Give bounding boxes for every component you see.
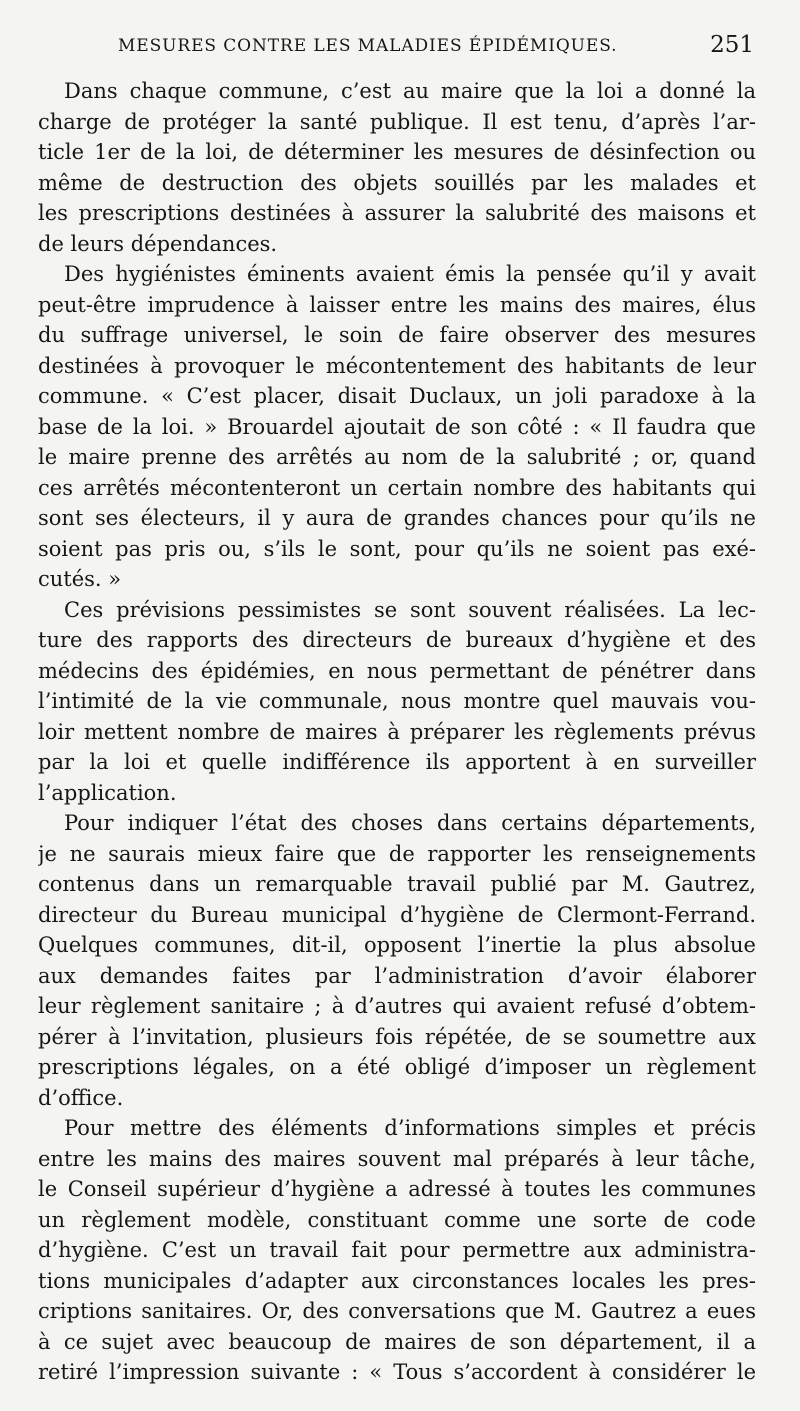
- text-line: sont ses électeurs, il y aura de grandes chances pour qu’ils ne: [38, 506, 756, 530]
- text-line: criptions sanitaires. Or, des conversations que M. Gautrez a eues: [38, 1299, 756, 1323]
- text-line: même de destruction des objets souillés par les malades et: [38, 170, 756, 195]
- text-line: ture des rapports des directeurs de bureaux d’hygiène et des: [38, 628, 756, 652]
- text-line: médecins des épidémies, en nous permettant de pénétrer dans: [38, 658, 756, 683]
- text-line: d’office.: [38, 1085, 124, 1110]
- text-line: directeur du Bureau municipal d’hygiène de Clermont-Ferrand.: [38, 902, 756, 927]
- text-line: Pour indiquer l’état des choses dans certains départements,: [64, 811, 756, 835]
- text-line: l’application.: [38, 780, 177, 805]
- text-line: ces arrêtés mécontenteront un certain nombre des habitants qui: [38, 475, 756, 500]
- text-line: je ne saurais mieux faire que de rapporter les renseignements: [38, 841, 756, 866]
- text-line: contenus dans un remarquable travail publié par M. Gautrez,: [38, 872, 756, 896]
- page-header: [38, 32, 756, 68]
- text-line: Pour mettre des éléments d’informations simples et précis: [64, 1116, 756, 1140]
- text-line: charge de protéger la santé publique. Il est tenu, d’après l’ar-: [38, 109, 756, 134]
- text-line: tions municipales d’adapter aux circonstances locales les pres-: [38, 1268, 756, 1293]
- text-line: par la loi et quelle indifférence ils apportent à en surveiller: [38, 750, 756, 774]
- paragraph: [38, 259, 756, 595]
- text-line: base de la loi. » Brouardel ajoutait de son côté : « Il faudra que: [38, 414, 756, 439]
- text-line: peut-être imprudence à laisser entre les mains des maires, élus: [38, 292, 756, 317]
- text-line: prescriptions légales, on a été obligé d’imposer un règlement: [38, 1055, 756, 1079]
- paragraph: [38, 595, 756, 809]
- paragraph: [38, 76, 756, 259]
- text-line: pérer à l’invitation, plusieurs fois répétée, de se soumettre aux: [38, 1024, 756, 1049]
- text-line: le maire prenne des arrêtés au nom de la salubrité ; or, quand: [38, 445, 756, 469]
- text-line: destinées à provoquer le mécontentement des habitants de leur: [38, 353, 756, 378]
- text-line: à ce sujet avec beaucoup de maires de son département, il a: [38, 1329, 756, 1354]
- text-line: leur règlement sanitaire ; à d’autres qui avaient refusé d’obtem-: [38, 994, 756, 1018]
- text-line: cutés. »: [38, 567, 122, 591]
- text-line: Ces prévisions pessimistes se sont souvent réalisées. La lec-: [64, 597, 756, 622]
- paragraph: [38, 808, 756, 1113]
- text-line: ticle 1er de la loi, de déterminer les mesures de désinfection ou: [38, 140, 756, 164]
- running-title: MESURES CONTRE LES MALADIES ÉPIDÉMIQUES.: [118, 36, 618, 56]
- text-line: Des hygiénistes éminents avaient émis la pensée qu’il y avait: [64, 262, 756, 286]
- text-line: Quelques communes, dit-il, opposent l’inertie la plus absolue: [38, 933, 756, 957]
- text-line: le Conseil supérieur d’hygiène a adressé à toutes les communes: [38, 1177, 756, 1201]
- text-line: commune. « C’est placer, disait Duclaux, un joli paradoxe à la: [38, 384, 756, 408]
- text-line: soient pas pris ou, s’ils le sont, pour qu’ils ne soient pas exé-: [38, 536, 756, 561]
- book-page: [38, 32, 756, 1388]
- text-line: du suffrage universel, le soin de faire observer des mesures: [38, 323, 756, 347]
- text-line: retiré l’impression suivante : « Tous s’accordent à considérer le: [38, 1360, 756, 1384]
- text-line: aux demandes faites par l’administration d’avoir élaborer: [38, 963, 756, 988]
- text-line: entre les mains des maires souvent mal préparés à leur tâche,: [38, 1146, 756, 1171]
- page-number: 251: [710, 32, 754, 58]
- text-line: de leurs dépendances.: [38, 231, 278, 256]
- text-line: un règlement modèle, constituant comme une sorte de code: [38, 1207, 756, 1232]
- text-line: d’hygiène. C’est un travail fait pour permettre aux administra-: [38, 1238, 756, 1262]
- body-text: [38, 76, 756, 1388]
- paragraph: [38, 1113, 756, 1388]
- text-line: loir mettent nombre de maires à préparer les règlements prévus: [38, 719, 756, 744]
- text-line: Dans chaque commune, c’est au maire que la loi a donné la: [64, 79, 756, 103]
- text-line: les prescriptions destinées à assurer la salubrité des maisons et: [38, 201, 756, 225]
- text-line: l’intimité de la vie communale, nous montre quel mauvais vou-: [38, 689, 756, 713]
